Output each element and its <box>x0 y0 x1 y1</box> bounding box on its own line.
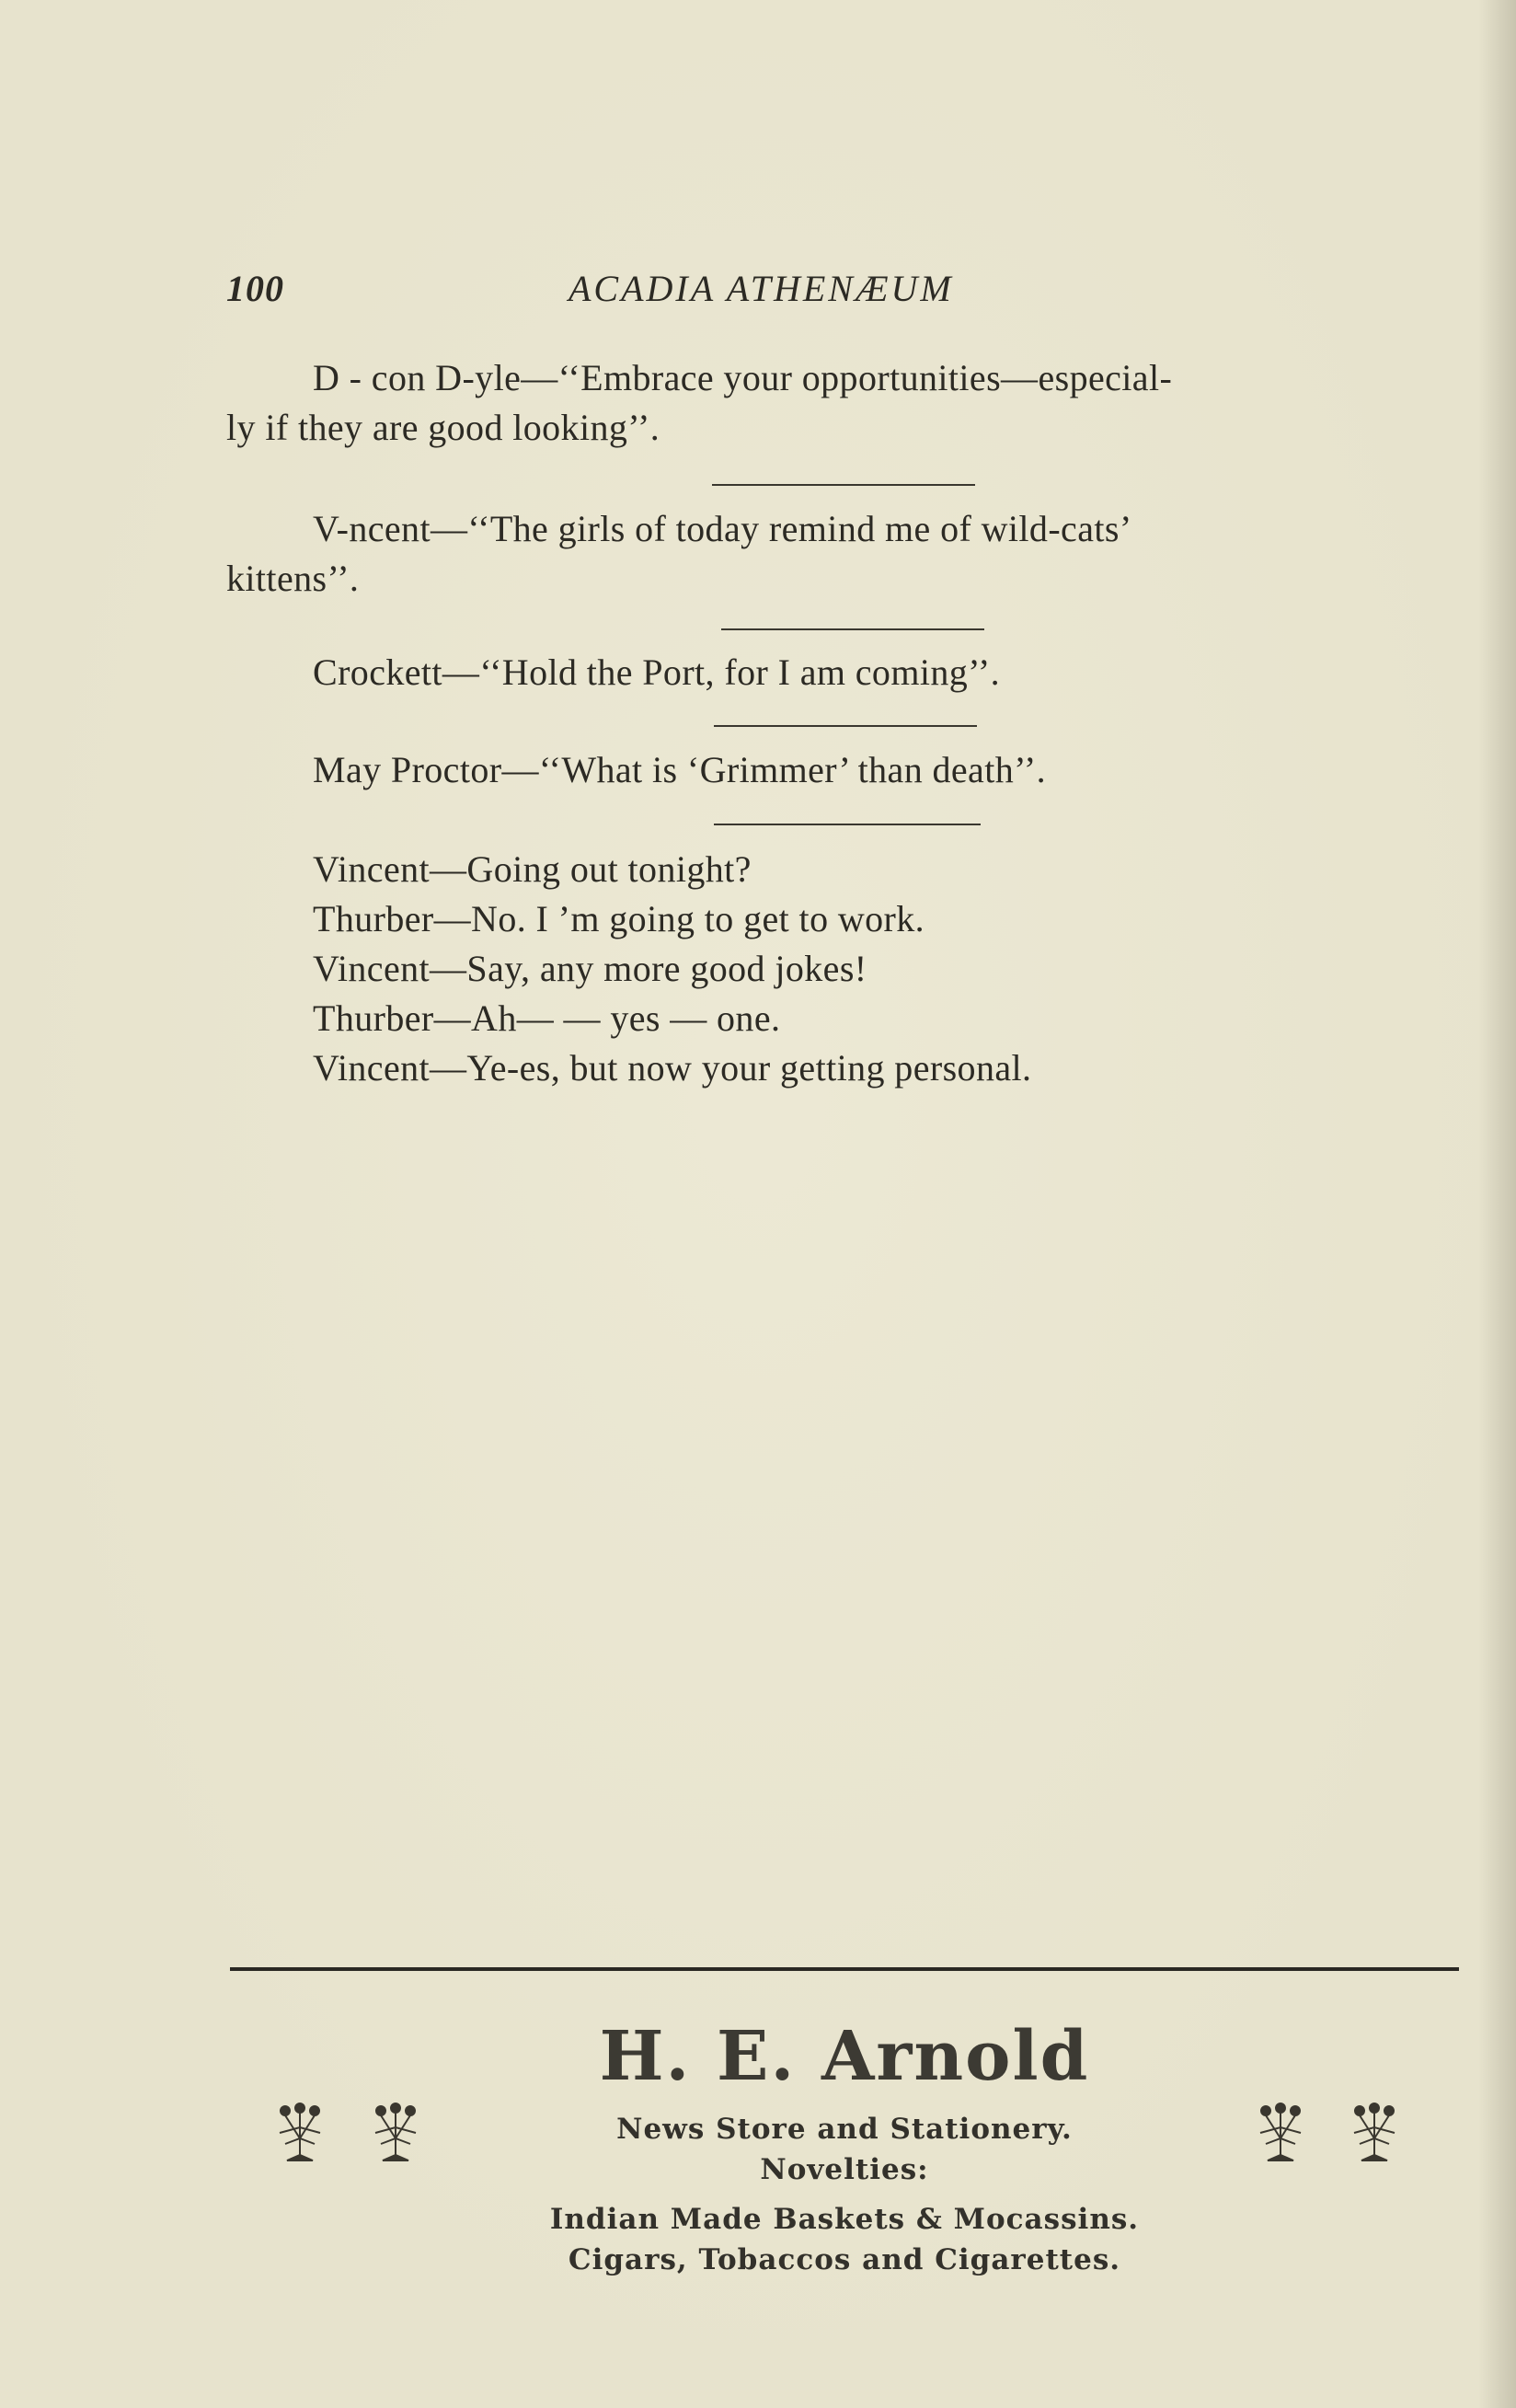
separator-rule <box>721 628 984 630</box>
ad-line-baskets: Indian Made Baskets & Mocassins. <box>549 2203 1140 2236</box>
paragraph-proctor <box>226 745 1459 795</box>
paragraph-line: ly if they are good looking’’. <box>226 407 660 448</box>
flower-ornament-icon <box>272 2102 327 2175</box>
flower-ornament-icon <box>368 2102 423 2175</box>
advertiser-name: H. E. Arnold <box>599 2017 1090 2096</box>
paragraph-line: Crockett—‘‘Hold the Port, for I am coming’’. <box>313 651 1001 693</box>
paragraph-vincent <box>226 504 1459 604</box>
page-number: 100 <box>226 268 284 309</box>
ad-line-news-store: News Store and Stationery. <box>616 2113 1073 2146</box>
paragraph-line: V-ncent—‘‘The girls of today remind me of wild-cats’ <box>313 508 1132 549</box>
dialogue-line: Thurber—Ah— — yes — one. <box>313 997 781 1039</box>
paragraph-crockett <box>226 648 1459 697</box>
ad-line-novelties: Novelties: <box>760 2153 929 2186</box>
dialogue-line: Vincent—Going out tonight? <box>313 848 752 890</box>
flower-ornament-icon <box>1253 2102 1308 2175</box>
separator-rule <box>714 725 977 727</box>
separator-rule <box>712 484 975 486</box>
paragraph-line: May Proctor—‘‘What is ‘Grimmer’ than death’’. <box>313 749 1046 790</box>
paragraph-line: kittens’’. <box>226 558 360 599</box>
running-title: ACADIA ATHENÆUM <box>568 268 954 309</box>
advertisement-rule <box>230 1967 1459 1971</box>
dialogue-line: Vincent—Say, any more good jokes! <box>313 948 867 989</box>
separator-rule <box>714 824 981 825</box>
dialogue-line: Thurber—No. I ’m going to get to work. <box>313 898 925 939</box>
flower-ornament-icon <box>1347 2102 1402 2175</box>
ad-line-cigars: Cigars, Tobaccos and Cigarettes. <box>568 2243 1121 2276</box>
paragraph-dyle <box>226 353 1459 453</box>
running-header <box>226 267 1450 313</box>
paragraph-line: D - con D-yle—‘‘Embrace your opportunities—especial- <box>313 357 1173 398</box>
dialogue-block <box>226 845 1459 1093</box>
dialogue-line: Vincent—Ye-es, but now your getting personal. <box>313 1047 1032 1089</box>
